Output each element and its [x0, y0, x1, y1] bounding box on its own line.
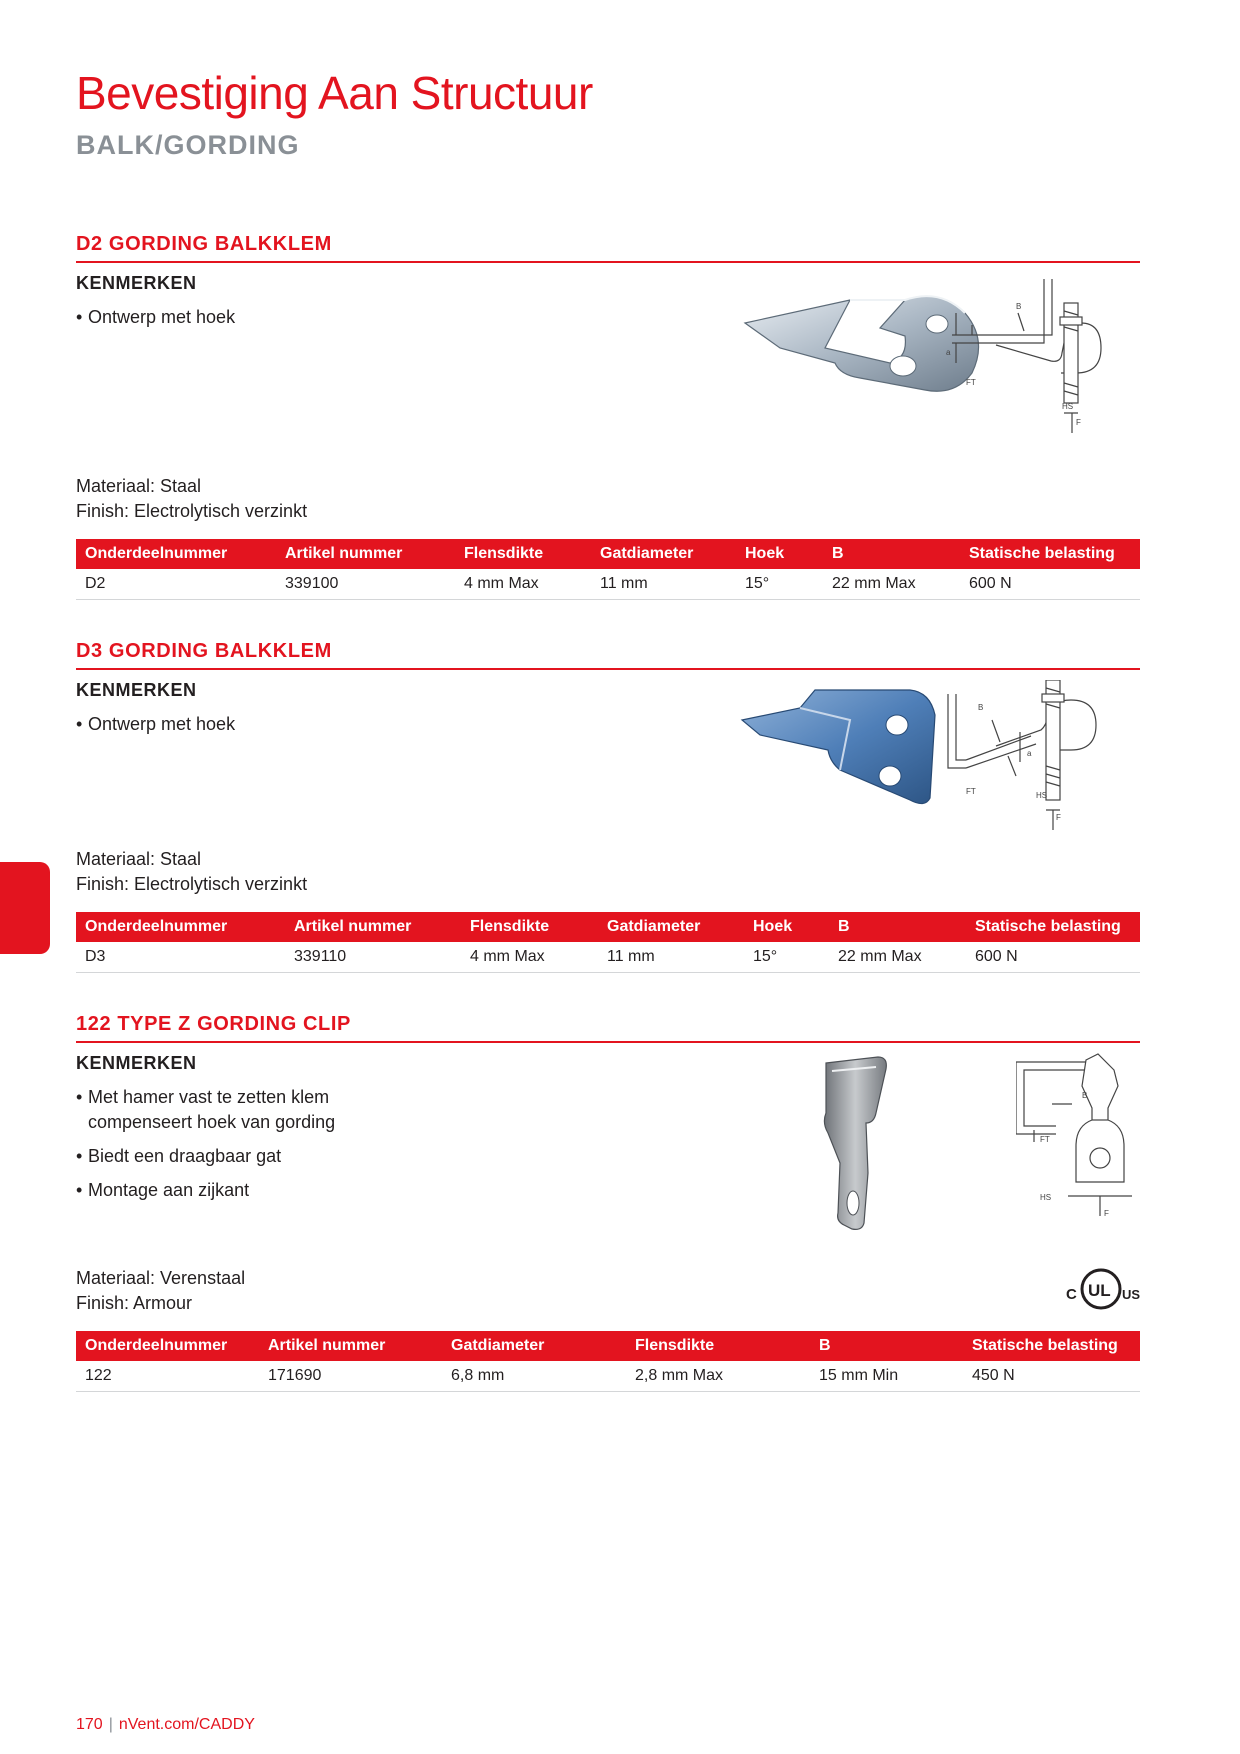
table-cell: 339110 — [285, 942, 461, 973]
dim-label-hs: HS — [1036, 791, 1048, 800]
table-header-row — [76, 539, 1140, 569]
table-cell: 450 N — [963, 1361, 1140, 1392]
col-header: Artikel nummer — [259, 1331, 442, 1361]
table-row — [76, 942, 1140, 973]
feature-item: • Biedt een draagbaar gat — [76, 1144, 388, 1169]
section-122 — [76, 1013, 1140, 1413]
feature-item: • Met hamer vast te zetten klem compenseert hoek van gording — [76, 1085, 388, 1135]
table-cell: 122 — [76, 1361, 259, 1392]
table-cell: 339100 — [276, 569, 455, 600]
section-title: D3 GORDING BALKKLEM — [76, 640, 332, 662]
col-header: Flensdikte — [626, 1331, 810, 1361]
dim-label-ft: FT — [966, 787, 976, 796]
side-index-tab — [0, 862, 50, 954]
col-header: Statische belasting — [963, 1331, 1140, 1361]
dim-label-a: a — [946, 348, 951, 357]
cert-c: C — [1066, 1286, 1077, 1303]
table-cell: 11 mm — [591, 569, 736, 600]
footer-separator: | — [108, 1716, 113, 1733]
material-info — [76, 847, 307, 897]
dim-label-b: B — [1016, 302, 1022, 311]
table-row — [76, 569, 1140, 600]
table-cell: 171690 — [259, 1361, 442, 1392]
spec-table — [76, 912, 1140, 973]
material-text: Materiaal: Staal — [76, 849, 202, 869]
finish-text: Finish: Electrolytisch verzinkt — [76, 501, 308, 521]
table-cell: 11 mm — [598, 942, 744, 973]
dim-label-ft: FT — [966, 378, 976, 387]
features-list — [76, 712, 388, 746]
table-cell: 15° — [744, 942, 829, 973]
features-list — [76, 1085, 388, 1212]
dim-label-a: a — [1027, 749, 1032, 758]
table-header-row — [76, 1331, 1140, 1361]
section-divider — [76, 1041, 1140, 1043]
table-cell: 22 mm Max — [823, 569, 960, 600]
cert-us: US — [1122, 1287, 1141, 1302]
material-text: Materiaal: Verenstaal — [76, 1268, 246, 1288]
section-title: D2 GORDING BALKKLEM — [76, 233, 332, 255]
col-header: Gatdiameter — [598, 912, 744, 942]
dim-label-b: B — [1082, 1091, 1088, 1100]
z-clip-photo — [806, 1053, 916, 1233]
section-d3 — [76, 640, 1140, 980]
material-info — [76, 1266, 245, 1316]
spec-table — [76, 539, 1140, 600]
table-cell: 600 N — [966, 942, 1140, 973]
finish-text: Finish: Electrolytisch verzinkt — [76, 874, 308, 894]
col-header: Artikel nummer — [276, 539, 455, 569]
table-cell: 4 mm Max — [461, 942, 598, 973]
cul-us-certification-mark — [1061, 1266, 1141, 1312]
col-header: Hoek — [736, 539, 823, 569]
z-dimension-diagram — [1016, 1046, 1156, 1236]
table-cell: 15° — [736, 569, 823, 600]
material-info — [76, 474, 307, 524]
col-header: Onderdeelnummer — [76, 1331, 259, 1361]
section-title: 122 TYPE Z GORDING CLIP — [76, 1013, 351, 1035]
col-header: Statische belasting — [960, 539, 1140, 569]
table-cell: 600 N — [960, 569, 1140, 600]
col-header: Onderdeelnummer — [76, 539, 276, 569]
d2-dimension-diagram — [936, 273, 1116, 453]
section-divider — [76, 261, 1140, 263]
dim-label-f: F — [1056, 813, 1061, 822]
dim-label-f: F — [1104, 1209, 1109, 1218]
features-heading: KENMERKEN — [76, 273, 197, 293]
table-header-row — [76, 912, 1140, 942]
dim-label-hs: HS — [1062, 402, 1074, 411]
table-cell: D3 — [76, 942, 285, 973]
table-row — [76, 1361, 1140, 1392]
table-cell: 22 mm Max — [829, 942, 966, 973]
finish-text: Finish: Armour — [76, 1293, 193, 1313]
feature-item: • Montage aan zijkant — [76, 1178, 388, 1203]
col-header: Flensdikte — [461, 912, 598, 942]
d3-dimension-diagram — [936, 680, 1116, 860]
table-cell: 2,8 mm Max — [626, 1361, 810, 1392]
features-list — [76, 305, 388, 339]
section-d2 — [76, 233, 1140, 603]
dim-label-f: F — [1076, 418, 1081, 427]
col-header: B — [810, 1331, 963, 1361]
col-header: Onderdeelnummer — [76, 912, 285, 942]
page-footer — [76, 1716, 255, 1734]
feature-item: • Ontwerp met hoek — [76, 305, 388, 330]
col-header: Flensdikte — [455, 539, 591, 569]
col-header: B — [823, 539, 960, 569]
table-cell: 15 mm Min — [810, 1361, 963, 1392]
col-header: Statische belasting — [966, 912, 1140, 942]
feature-item: • Ontwerp met hoek — [76, 712, 388, 737]
cert-ul: UL — [1088, 1281, 1111, 1300]
features-heading: KENMERKEN — [76, 680, 197, 700]
footer-website-link[interactable]: nVent.com/CADDY — [118, 1716, 255, 1733]
spec-table — [76, 1331, 1140, 1392]
dim-label-b: B — [978, 703, 984, 712]
section-divider — [76, 668, 1140, 670]
page-number: 170 — [76, 1716, 103, 1733]
page-subtitle: BALK/GORDING — [76, 130, 300, 160]
col-header: Artikel nummer — [285, 912, 461, 942]
dim-label-hs: HS — [1040, 1193, 1052, 1202]
table-cell: 4 mm Max — [455, 569, 591, 600]
col-header: Hoek — [744, 912, 829, 942]
col-header: Gatdiameter — [442, 1331, 626, 1361]
features-heading: KENMERKEN — [76, 1053, 197, 1073]
page-title: Bevestiging Aan Structuur — [76, 67, 593, 119]
table-cell: D2 — [76, 569, 276, 600]
col-header: Gatdiameter — [591, 539, 736, 569]
material-text: Materiaal: Staal — [76, 476, 202, 496]
table-cell: 6,8 mm — [442, 1361, 626, 1392]
col-header: B — [829, 912, 966, 942]
dim-label-ft: FT — [1040, 1135, 1050, 1144]
